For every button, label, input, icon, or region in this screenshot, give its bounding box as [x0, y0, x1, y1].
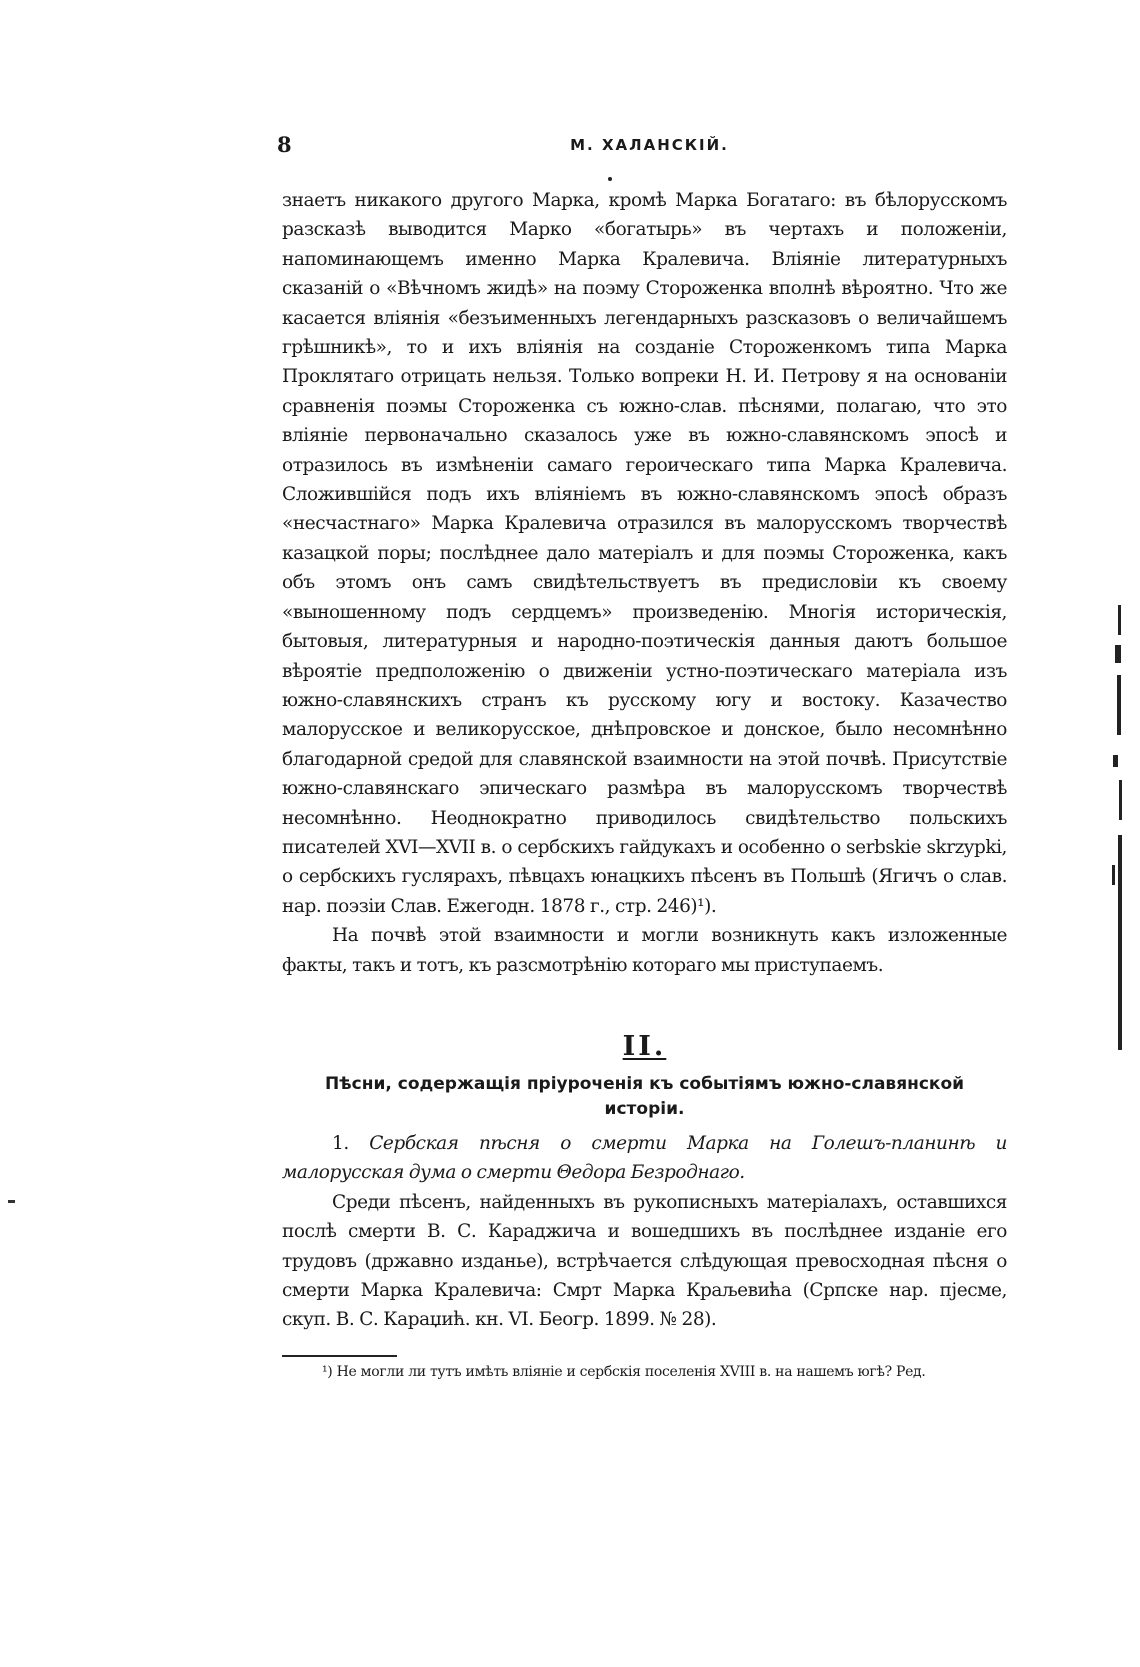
- ink-dot: [608, 177, 612, 181]
- paragraph-continued: знаетъ никакого другого Марка, кромѣ Марка Богатаго: въ бѣлорусскомъ разсказѣ выводится Марко «богатырь» въ чертахъ и положеніи, напоминающемъ именно Марка Кралевича. Вліяніе литературныхъ сказаній о «Вѣчномъ жидѣ» на поэму Стороженка вполнѣ вѣроятно. Что же касается вліянія «безъименныхъ легендарныхъ разсказовъ о величайшемъ грѣшникѣ», то и ихъ вліянія на созданіе Стороженкомъ типа Марка Проклятаго отрицать нельзя. Только вопреки Н. И. Петрову я на основаніи сравненія поэмы Стороженка съ южно-слав. пѣснями, полагаю, что это вліяніе первоначально сказалось уже въ южно-славянскомъ эпосѣ и отразилось въ измѣненіи самаго героическаго типа Марка Кралевича. Сложившійся подъ ихъ вліяніемъ въ южно-славянскомъ эпосѣ образъ «несчастнаго» Марка Кралевича отразился въ малорусскомъ творчествѣ казацкой поры; послѣднее дало матеріалъ и для поэмы Стороженка, какъ объ этомъ онъ самъ свидѣтельствуетъ въ предисловіи къ своему «выношенному подъ сердцемъ» произведенію. Многія историческія, бытовыя, литературныя и народно-поэтическія данныя даютъ большое вѣроятіе предположенію о движеніи устно-поэтическаго матеріала изъ южно-славянскихъ странъ къ русскому югу и востоку. Казачество малорусское и великорусское, днѣпровское и донское, было несомнѣнно благодарной средой для славянской взаимности на этой почвѣ. Присутствіе южно-славянскаго эпическаго размѣра въ малорусскомъ творчествѣ несомнѣнно. Неоднократно приводилось свидѣтельство польскихъ писателей XVI—XVII в. о сербскихъ гайдукахъ и особенно о serbskie skrzypki, о сербскихъ гуслярахъ, пѣвцахъ юнацкихъ пѣсенъ въ Польшѣ (Ягичъ о слав. нар. поэзіи Слав. Ежегодн. 1878 г., стр. 246)¹).: [282, 190, 1007, 917]
- scan-edge-artifact: [1110, 605, 1124, 1065]
- subsection-title: Сербская пѣсня о смерти Марка на Голешъ-планинѣ и малорусская дума о смерти Θедора Безроднаго.: [282, 1133, 1008, 1184]
- page-header: [277, 132, 1022, 168]
- paragraph: На почвѣ этой взаимности и могли возникнуть какъ изложенные факты, такъ и тотъ, къ разсмотрѣнію котораго мы приступаемъ.: [282, 925, 1007, 976]
- footnote: ¹) Не могли ли тутъ имѣть вліяніе и сербскія поселенія XVIII в. на нашемъ югѣ? Ред.: [322, 1364, 926, 1380]
- section-number: II.: [622, 1031, 667, 1062]
- footnote-divider: [282, 1355, 397, 1357]
- section-paragraph: Среди пѣсенъ, найденныхъ въ рукописныхъ матеріалахъ, оставшихся послѣ смерти В. С. Караджича и вошедшихъ въ послѣднее изданіе его трудовъ (државно изданье), встрѣчается слѣдующая превосходная пѣсня о смерти Марка Кралевича: Смрт Марка Краљевића (Српске нар. пјесме, скуп. В. С. Караџић. кн. VI. Беогр. 1899. № 28).: [282, 1191, 1007, 1331]
- subsection-number: 1.: [332, 1133, 349, 1154]
- section-ii: [282, 1032, 1007, 1335]
- subsection-heading: [282, 1129, 1007, 1188]
- section-title: Пѣсни, содержащія пріуроченія къ событіямъ южно-славянской исторіи.: [324, 1074, 965, 1119]
- running-head: М. ХАЛАНСКІЙ.: [570, 136, 729, 154]
- scan-mark: [8, 1200, 15, 1203]
- main-text: [282, 186, 1007, 980]
- page-number: 8: [277, 132, 292, 157]
